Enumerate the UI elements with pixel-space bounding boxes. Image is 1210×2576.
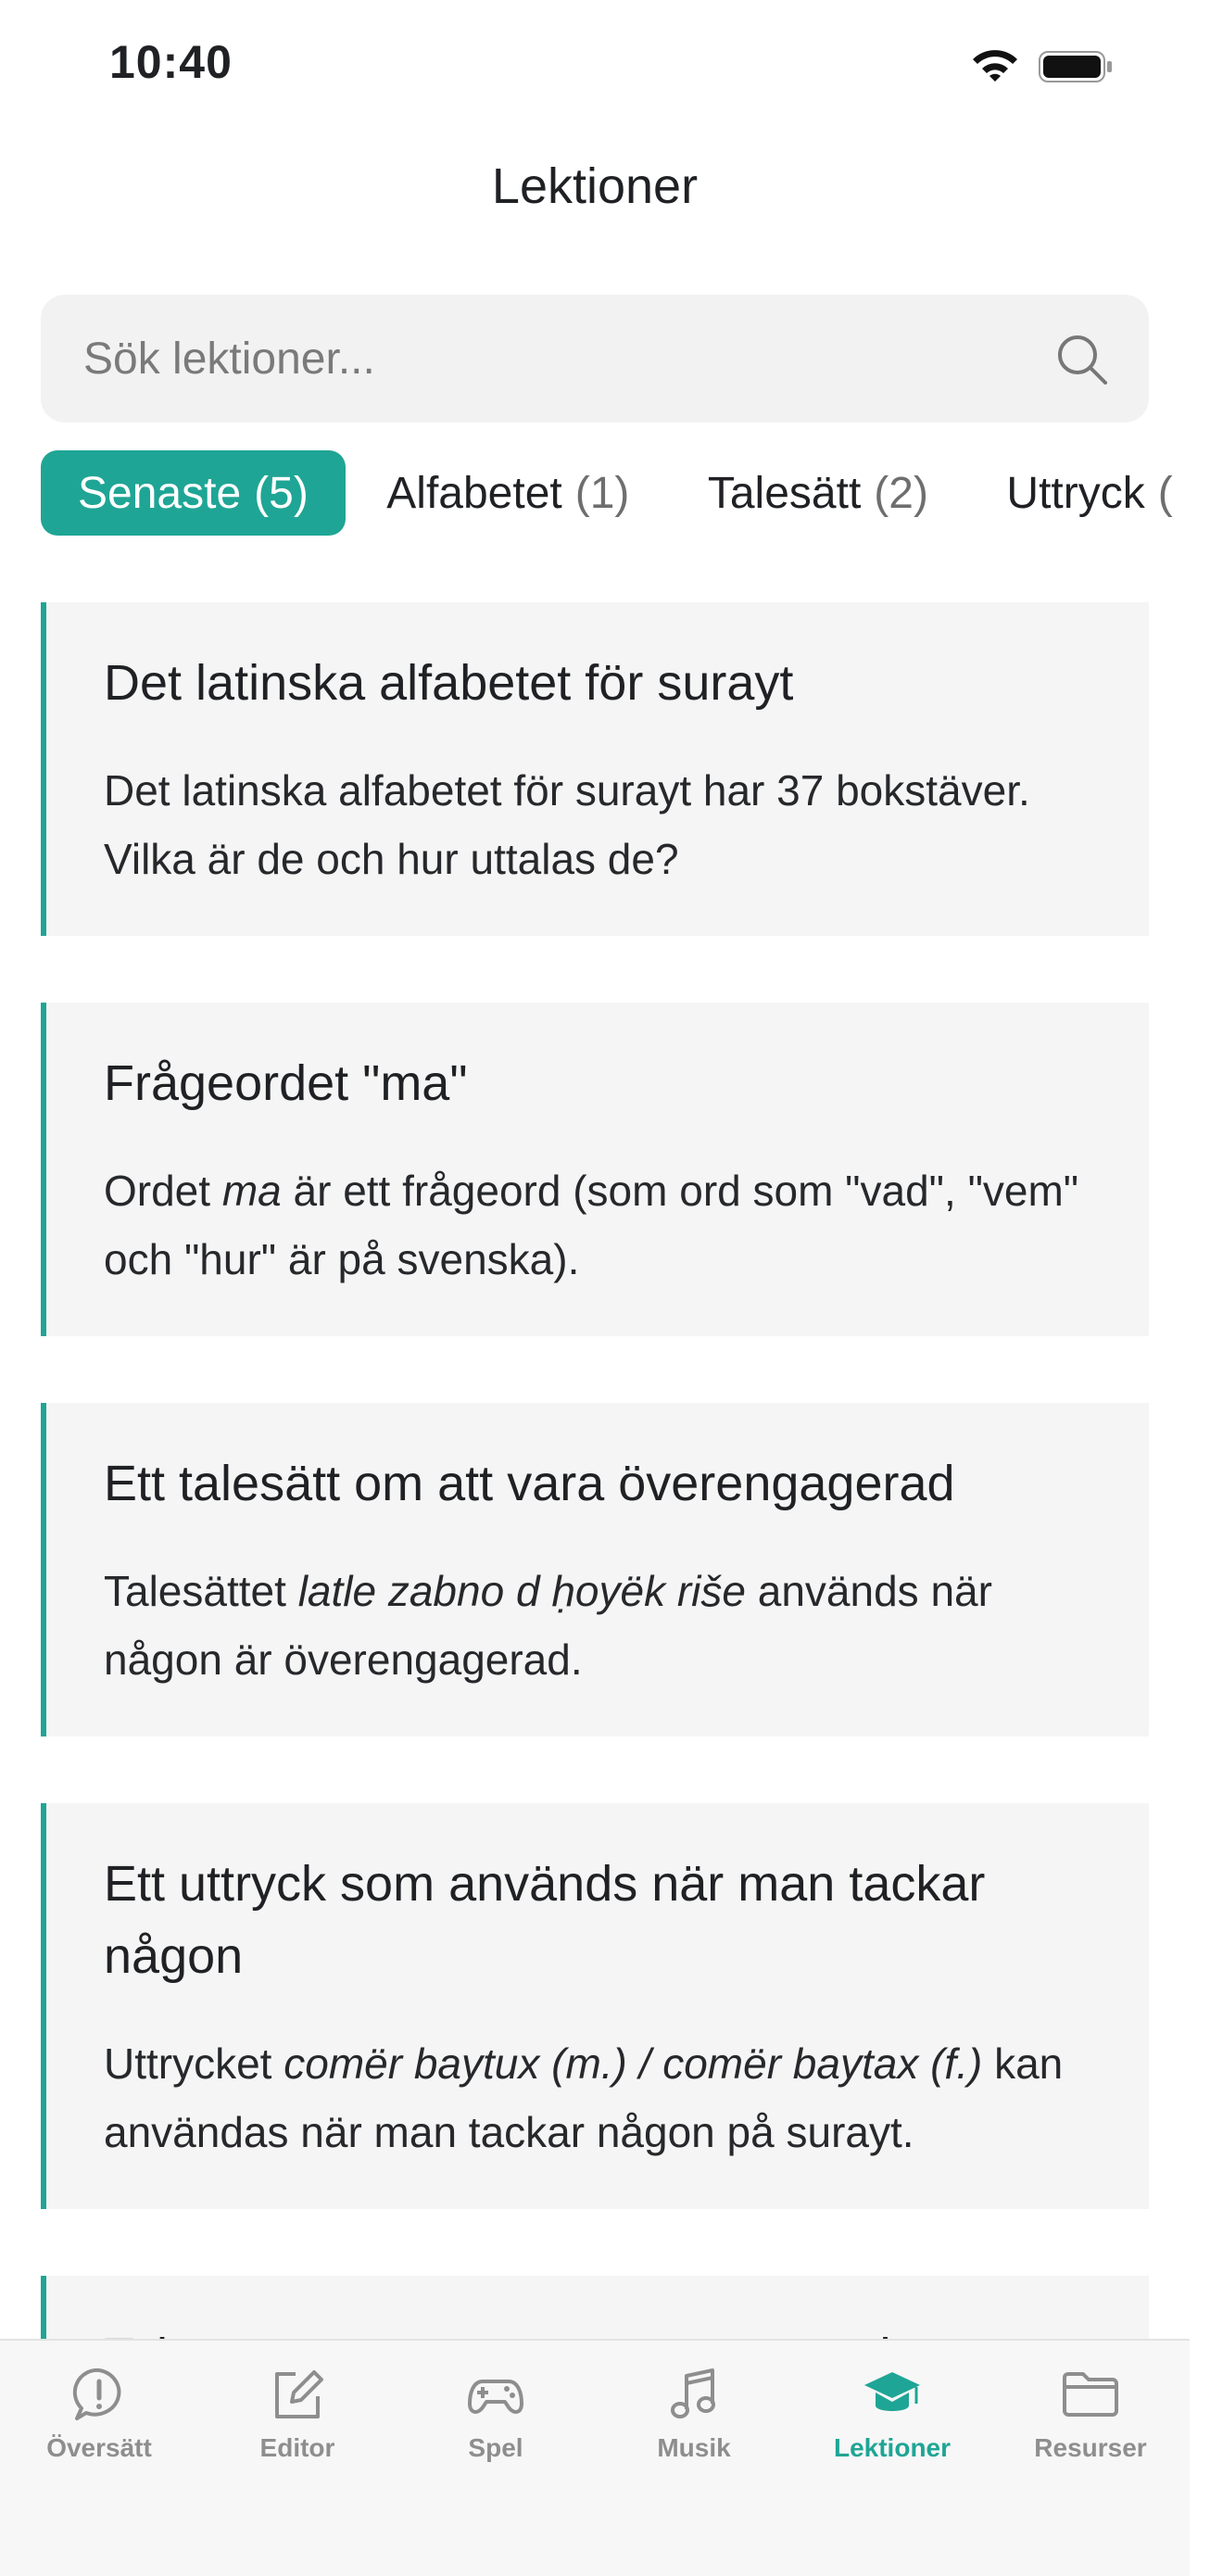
lesson-card[interactable] (41, 602, 1149, 936)
filter-chip-label: Alfabetet (386, 468, 562, 518)
filter-chip-label: Uttryck (1006, 468, 1145, 518)
category-filter-bar (41, 450, 1190, 536)
search-bar[interactable] (41, 295, 1149, 423)
filter-chip-uttryck[interactable] (969, 450, 1209, 536)
music-note-icon (664, 2365, 724, 2424)
tab-label: Editor (259, 2433, 335, 2462)
tab-spel[interactable] (397, 2341, 595, 2498)
wifi-icon (969, 48, 1021, 85)
graduation-cap-icon (863, 2365, 922, 2424)
filter-chip-count: (2) (874, 468, 928, 518)
tab-label: Musik (657, 2433, 731, 2462)
filter-chip-senaste[interactable] (41, 450, 346, 536)
filter-chip-count: (1) (574, 468, 630, 518)
filter-chip-label: Talesätt (707, 468, 862, 518)
battery-icon (1038, 48, 1114, 85)
edit-icon (268, 2365, 327, 2424)
lesson-description: Ordet ma är ett frågeord (som ord som "vad", "vem" och "hur" är på svenska). (104, 1167, 1079, 1283)
lesson-description: Det latinska alfabetet för surayt har 37 bokstäver. Vilka är de och hur uttalas de? (104, 766, 1030, 883)
tab-label: Resurser (1034, 2433, 1147, 2462)
translate-icon (69, 2365, 129, 2424)
tab-lektioner[interactable] (793, 2341, 991, 2498)
folder-icon (1061, 2365, 1120, 2424)
lesson-title: Ett uttryck som används när man tackar någon (104, 1856, 986, 1984)
lesson-description: Uttrycket comër baytux (m.) / comër baytax (f.) kan användas när man tackar någon på surayt. (104, 2039, 1064, 2156)
filter-chip-label: Senaste (78, 468, 242, 518)
search-input[interactable] (83, 295, 1010, 423)
lesson-card[interactable] (41, 1803, 1149, 2209)
tab-musik[interactable] (595, 2341, 793, 2498)
tab-label: Spel (468, 2433, 523, 2462)
filter-chip-alfabetet[interactable] (349, 450, 666, 536)
search-icon[interactable] (1054, 332, 1110, 387)
tab-bar (0, 2339, 1190, 2576)
tab-editor[interactable] (198, 2341, 397, 2498)
page-title: Lektioner (491, 158, 699, 214)
lesson-card[interactable] (41, 1403, 1149, 1736)
tab-resurser[interactable] (991, 2341, 1190, 2498)
lesson-card[interactable] (41, 1003, 1149, 1336)
gamepad-icon (466, 2365, 525, 2424)
lesson-list (41, 602, 1149, 2337)
status-bar (0, 0, 1190, 130)
filter-chip-count: (5) (254, 468, 309, 518)
filter-chip-count: ( (1157, 468, 1173, 518)
lesson-description: Talesättet latle zabno d ḥoyëk riše används när någon är överengagerad. (104, 1567, 992, 1684)
tab-oversatt[interactable] (0, 2341, 198, 2498)
lesson-title: Ett talesätt om att vara överengagerad (104, 1456, 955, 1511)
lesson-title: Frågeordet "ma" (104, 1055, 468, 1111)
lesson-title: Det latinska alfabetet för surayt (104, 655, 794, 711)
tab-label: Lektioner (833, 2433, 952, 2462)
filter-chip-talesatt[interactable] (671, 450, 965, 536)
status-time: 10:40 (109, 36, 233, 88)
tab-label: Översätt (46, 2433, 152, 2462)
